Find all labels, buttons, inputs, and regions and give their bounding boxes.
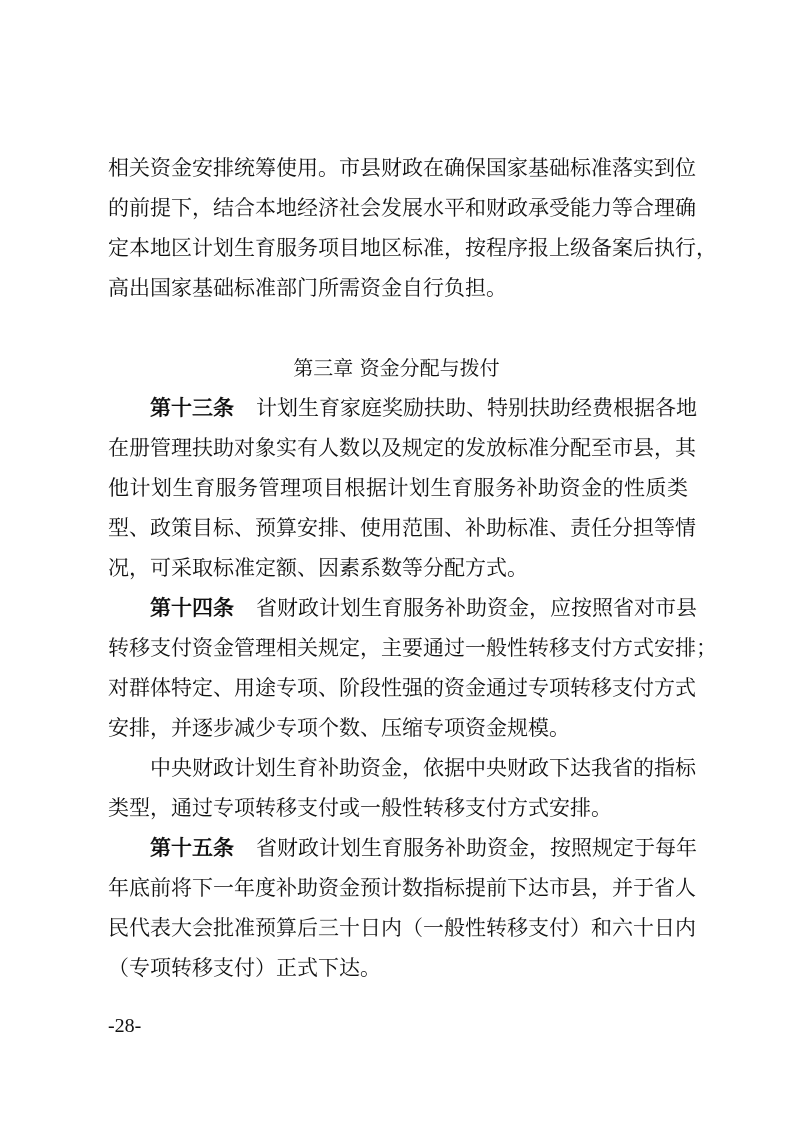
article-14-line-3: 对群体特定、用途专项、阶段性强的资金通过专项转移支付方式 [108, 676, 696, 700]
chapter-title: 第三章 资金分配与拨付 [293, 356, 500, 380]
continuation-line-3: 定本地区计划生育服务项目地区标准，按程序报上级备案后执行， [108, 236, 717, 260]
article-15-line-3: 民代表大会批准预算后三十日内（一般性转移支付）和六十日内 [108, 916, 696, 940]
continuation-line-2: 的前提下，结合本地经济社会发展水平和财政承受能力等合理确 [108, 196, 696, 220]
article-14-para2-line-1: 中央财政计划生育补助资金，依据中央财政下达我省的指标 [150, 756, 696, 780]
article-14-first-line [150, 596, 697, 620]
article-15-first-text: 省财政计划生育服务补助资金，按照规定于每年 [256, 836, 697, 860]
article-14-line-2: 转移支付资金管理相关规定，主要通过一般性转移支付方式安排； [108, 636, 717, 660]
article-13-line-5: 况，可采取标准定额、因素系数等分配方式。 [108, 556, 528, 580]
article-14-label: 第十四条 [150, 596, 234, 620]
article-13-line-3: 他计划生育服务管理项目根据计划生育服务补助资金的性质类 [108, 476, 688, 500]
continuation-line-1: 相关资金安排统筹使用。市县财政在确保国家基础标准落实到位 [108, 156, 696, 180]
article-14-first-text: 省财政计划生育服务补助资金，应按照省对市县 [256, 596, 697, 620]
article-13-line-4: 型、政策目标、预算安排、使用范围、补助标准、责任分担等情 [108, 516, 696, 540]
article-15-line-2: 年底前将下一年度补助资金预计数指标提前下达市县，并于省人 [108, 876, 696, 900]
article-13-first-text: 计划生育家庭奖励扶助、特别扶助经费根据各地 [256, 396, 697, 420]
article-15-label: 第十五条 [150, 836, 234, 860]
article-13-line-2: 在册管理扶助对象实有人数以及规定的发放标准分配至市县，其 [108, 436, 696, 460]
article-14-para2-line-2: 类型，通过专项转移支付或一般性转移支付方式安排。 [108, 796, 612, 820]
article-14-line-4: 安排，并逐步减少专项个数、压缩专项资金规模。 [108, 716, 570, 740]
page-number: -28- [108, 1015, 142, 1037]
article-13-label: 第十三条 [150, 396, 234, 420]
article-13-first-line [150, 396, 697, 420]
continuation-line-4: 高出国家基础标准部门所需资金自行负担。 [108, 276, 507, 300]
article-15-line-4: （专项转移支付）正式下达。 [108, 956, 381, 980]
article-15-first-line [150, 836, 697, 860]
